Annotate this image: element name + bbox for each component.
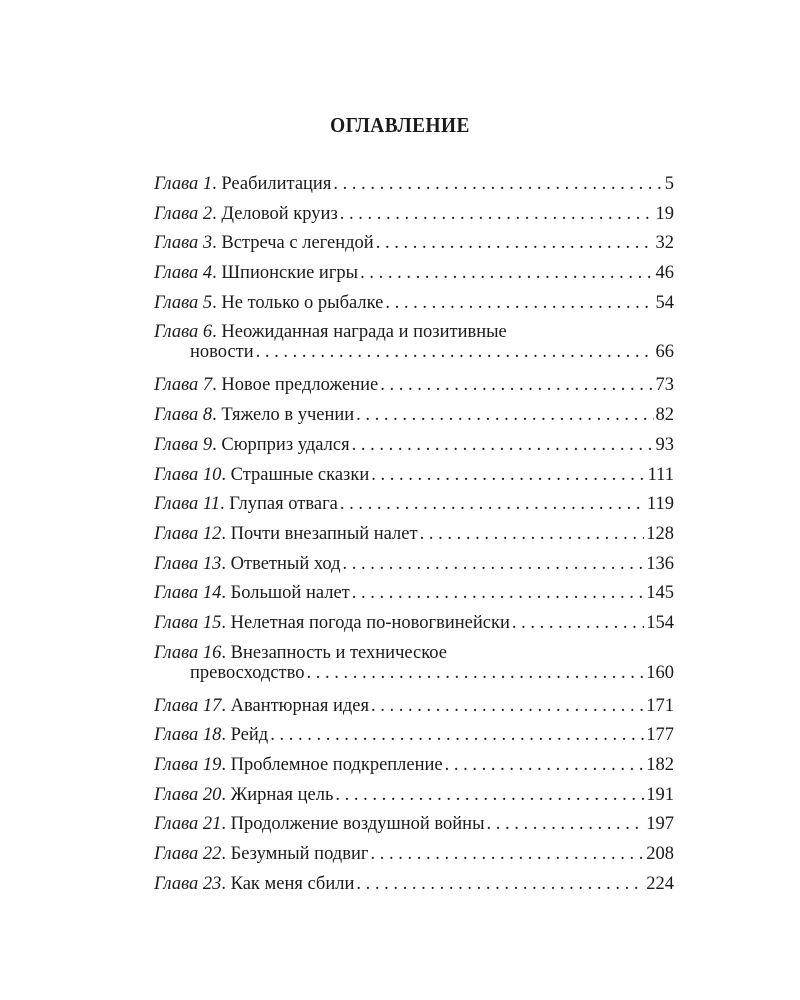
dot-leader (352, 431, 654, 461)
toc-entry-line (154, 721, 674, 751)
chapter-title: . Сюрприз удался (212, 434, 350, 455)
chapter-title-continued: новости (190, 342, 254, 363)
dot-leader (380, 371, 653, 401)
chapter-title: . Ответный ход (221, 553, 341, 574)
chapter-title: . Страшные сказки (221, 464, 370, 485)
chapter-label: Глава 11 (154, 494, 220, 515)
chapter-title: . Тяжело в учении (212, 405, 355, 426)
page-title: ОГЛАВЛЕНИЕ (330, 113, 470, 137)
toc-entry-line (154, 170, 674, 200)
chapter-title: . Жирная цель (221, 784, 334, 805)
chapter-label: Глава 15 (154, 612, 222, 633)
page-number: 128 (646, 523, 674, 544)
toc-entry (154, 431, 674, 461)
page-number: 160 (646, 662, 674, 683)
chapter-label: Глава 19 (154, 755, 222, 775)
page-number: 119 (646, 494, 674, 515)
toc-entry (154, 609, 674, 639)
chapter-label: Глава 16 (154, 642, 222, 663)
chapter-title: . Проблемное подкрепление (221, 755, 443, 775)
page-number: 19 (655, 203, 674, 224)
page-number: 111 (647, 464, 674, 485)
chapter-title: . Авантюрная идея (221, 695, 370, 716)
toc-entry (154, 461, 674, 491)
toc-entry (154, 639, 674, 692)
chapter-label: Глава 7 (154, 375, 213, 396)
dot-leader (371, 461, 645, 491)
toc-entry-line (154, 550, 674, 580)
chapter-label: Глава 21 (154, 814, 222, 835)
toc-entry (154, 200, 674, 230)
toc-entry (154, 229, 674, 259)
chapter-title: . Встреча с легендой (212, 233, 374, 254)
toc-entry (154, 490, 674, 520)
page-number: 171 (646, 695, 674, 716)
toc-entry (154, 579, 674, 609)
dot-leader (306, 663, 644, 683)
chapter-title: . Деловой круиз (212, 203, 338, 224)
toc-entry-line (154, 840, 674, 870)
chapter-label: Глава 5 (154, 292, 213, 313)
toc-entry (154, 810, 674, 840)
toc-entry-line (154, 490, 674, 520)
dot-leader (376, 229, 654, 259)
chapter-title: . Безумный подвиг (221, 844, 369, 865)
table-of-contents (154, 170, 674, 899)
toc-entry (154, 721, 674, 751)
toc-entry-line (154, 259, 674, 289)
chapter-label: Глава 17 (154, 695, 222, 716)
page-number: 54 (655, 292, 674, 313)
toc-entry (154, 751, 674, 781)
chapter-label: Глава 8 (154, 405, 213, 426)
chapter-title: . Глупая отвага (220, 494, 338, 515)
toc-entry (154, 371, 674, 401)
page-number: 182 (646, 755, 674, 775)
dot-leader (356, 401, 653, 431)
dot-leader (420, 520, 645, 550)
toc-entry (154, 550, 674, 580)
page-number: 46 (655, 263, 674, 284)
dot-leader (340, 490, 645, 520)
toc-entry-line (154, 401, 674, 431)
toc-entry-line (154, 289, 674, 319)
toc-entry-line (154, 200, 674, 230)
toc-entry-continuation (154, 342, 674, 362)
toc-entry-line (154, 870, 674, 900)
chapter-label: Глава 13 (154, 553, 222, 574)
page-number: 177 (646, 725, 674, 746)
toc-entry (154, 840, 674, 870)
page-number: 145 (646, 583, 674, 604)
dot-leader (445, 751, 645, 781)
dot-leader (335, 781, 644, 811)
dot-leader (343, 550, 645, 580)
page-number: 154 (646, 612, 674, 633)
page-number: 208 (646, 844, 674, 865)
chapter-title: . Неожиданная награда и позитивные (212, 322, 507, 343)
toc-entry-line (154, 431, 674, 461)
toc-entry-line (154, 643, 674, 663)
chapter-title-continued: превосходство (190, 662, 305, 683)
chapter-title: . Большой налет (221, 583, 350, 604)
chapter-label: Глава 10 (154, 464, 222, 485)
dot-leader (370, 840, 644, 870)
dot-leader (256, 342, 654, 362)
chapter-title: . Как меня сбили (221, 873, 355, 894)
toc-entry (154, 692, 674, 722)
dot-leader (360, 259, 653, 289)
toc-entry-line (154, 751, 674, 781)
dot-leader (333, 170, 662, 200)
page-number: 73 (655, 375, 674, 396)
toc-entry-line (154, 692, 674, 722)
toc-entry-line (154, 322, 674, 342)
chapter-title: . Почти внезапный налет (221, 523, 418, 544)
page-number: 82 (655, 405, 674, 426)
chapter-title: . Нелетная погода по-новогвинейски (221, 612, 510, 633)
chapter-label: Глава 3 (154, 233, 213, 254)
dot-leader (487, 810, 645, 840)
page-number: 32 (655, 233, 674, 254)
toc-entry-continuation (154, 663, 674, 683)
dot-leader (356, 870, 644, 900)
chapter-title: . Рейд (221, 725, 269, 746)
toc-entry (154, 318, 674, 371)
page-number: 66 (655, 342, 674, 363)
toc-entry-line (154, 461, 674, 491)
chapter-label: Глава 12 (154, 523, 222, 544)
dot-leader (371, 692, 644, 722)
chapter-label: Глава 4 (154, 263, 213, 284)
toc-entry (154, 259, 674, 289)
chapter-label: Глава 2 (154, 203, 213, 224)
page-number: 5 (664, 174, 674, 194)
chapter-label: Глава 1 (154, 174, 213, 194)
chapter-title: . Продолжение воздушной войны (221, 814, 485, 835)
chapter-title: . Новое предложение (212, 375, 379, 396)
toc-entry-line (154, 229, 674, 259)
chapter-label: Глава 9 (154, 434, 213, 455)
page-number: 191 (646, 784, 674, 805)
toc-entry-line (154, 371, 674, 401)
toc-entry (154, 781, 674, 811)
toc-entry-line (154, 781, 674, 811)
toc-entry (154, 289, 674, 319)
toc-entry-line (154, 609, 674, 639)
chapter-label: Глава 23 (154, 873, 222, 894)
dot-leader (385, 289, 653, 319)
page-number: 136 (646, 553, 674, 574)
page-number: 197 (646, 814, 674, 835)
dot-leader (340, 200, 654, 230)
dot-leader (270, 721, 644, 751)
toc-entry (154, 401, 674, 431)
chapter-label: Глава 18 (154, 725, 222, 746)
toc-entry-line (154, 810, 674, 840)
toc-entry (154, 170, 674, 200)
toc-entry-line (154, 579, 674, 609)
chapter-title: . Реабилитация (212, 174, 332, 194)
chapter-title: . Внезапность и техническое (221, 642, 447, 663)
chapter-title: . Шпионские игры (212, 263, 359, 284)
toc-entry (154, 520, 674, 550)
page-number: 224 (646, 873, 674, 894)
chapter-label: Глава 6 (154, 322, 213, 343)
toc-entry (154, 870, 674, 900)
page-number: 93 (655, 434, 674, 455)
dot-leader (512, 609, 644, 639)
toc-entry-line (154, 520, 674, 550)
chapter-title: . Не только о рыбалке (212, 292, 384, 313)
chapter-label: Глава 22 (154, 844, 222, 865)
chapter-label: Глава 20 (154, 784, 222, 805)
dot-leader (352, 579, 645, 609)
chapter-label: Глава 14 (154, 583, 222, 604)
